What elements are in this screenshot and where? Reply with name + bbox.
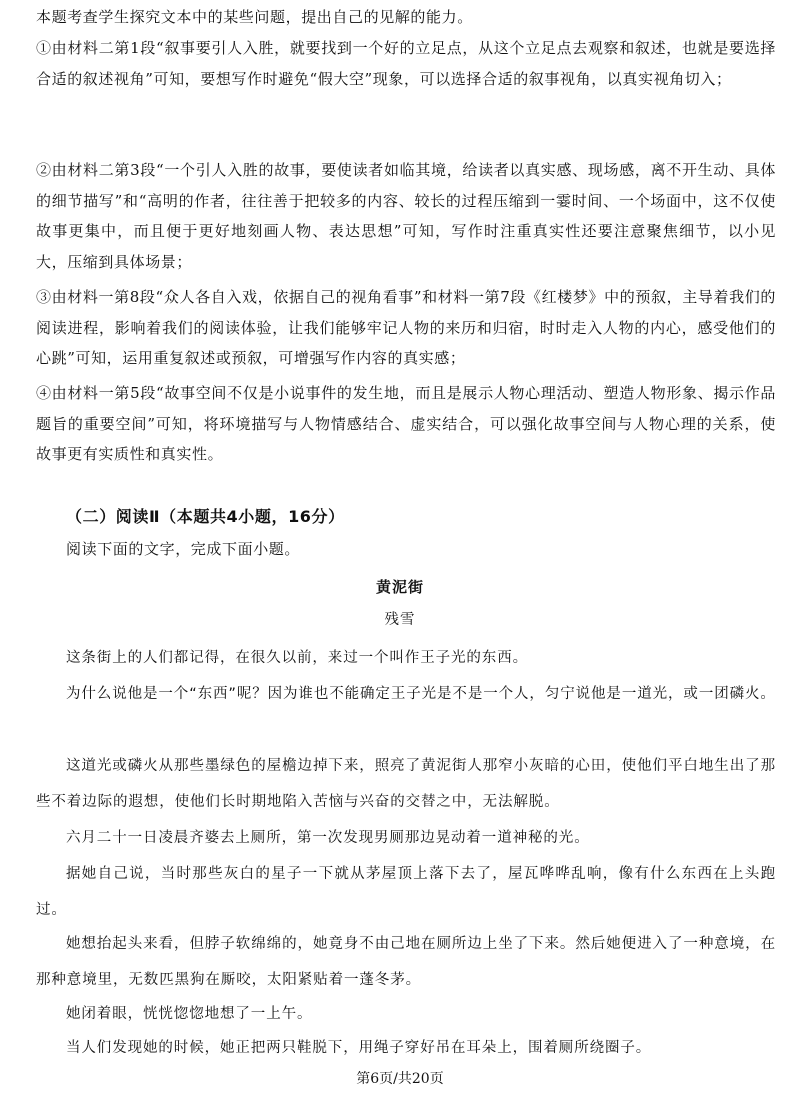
section-instruction: 阅读下面的文字，完成下面小题。: [66, 540, 301, 558]
story-paragraph: 这道光或磷火从那些墨绿色的屋檐边掉下来，照亮了黄泥街人那窄小灰暗的心田，使他们平白地生出了那些不着边际的遐想，使他们长时期地陷入苦恼与兴奋的交替之中，无法解脱。: [36, 758, 776, 810]
story-paragraph: 为什么说他是一个“东西”呢？因为谁也不能确定王子光是不是一个人，匀宁说他是一道光，或一团磷火。: [66, 686, 776, 702]
analysis-intro: 本题考查学生探究文本中的某些问题，提出自己的见解的能力。: [36, 8, 473, 26]
story-paragraph: 六月二十一日凌晨齐婆去上厕所，第一次发现男厕那边晃动着一道神秘的光。: [66, 830, 590, 846]
story-title: 黄泥街: [375, 578, 424, 596]
story-paragraph: 这条街上的人们都记得，在很久以前，来过一个叫作王子光的东西。: [66, 650, 528, 666]
story-paragraph: 她想抬起头来看，但脖子软绵绵的，她竟身不由己地在厕所边上坐了下来。然后她便进入了一种意境，在那种意境里，无数匹黑狗在厮咬，太阳紧贴着一蓬冬茅。: [36, 936, 776, 988]
story-paragraph: 她闭着眼，恍恍惚惚地想了一上午。: [66, 1006, 313, 1022]
analysis-point-1: ①由材料二第1段“叙事要引人入胜，就要找到一个好的立足点，从这个立足点去观察和叙述，也就是要选择合适的叙述视角”可知，要想写作时避免“假大空”现象，可以选择合适的叙事视角，以真实视角切入；: [36, 39, 776, 88]
analysis-point-4: ④由材料一第5段“故事空间不仅是小说事件的发生地，而且是展示人物心理活动、塑造人物形象、揭示作品题旨的重要空间”可知，将环境描写与人物情感结合、虚实结合，可以强化故事空间与人物心理的关系，使故事更有实质性和真实性。: [36, 384, 776, 463]
analysis-point-2: ②由材料二第3段“一个引人入胜的故事，要使读者如临其境，给读者以真实感、现场感，离不开生动、具体的细节描写”和“高明的作者，往往善于把较多的内容、较长的过程压缩到一霎时间、一个场面中，这不仅使故事更集中，而且便于更好地刻画人物、表达思想”可知，写作时注重真实性还要注意聚焦细节，以小见大，压缩到具体场景；: [36, 161, 776, 271]
page-number: 第6页/共20页: [356, 1071, 444, 1087]
story-author: 残雪: [384, 612, 416, 628]
analysis-point-3: ③由材料一第8段“众人各自入戏，依据自己的视角看事”和材料一第7段《红楼梦》中的预叙，主导着我们的阅读进程，影响着我们的阅读体验，让我们能够牢记人物的来历和归宿，时时走入人物的内心，感受他们的心跳”可知，运用重复叙述或预叙，可增强写作内容的真实感；: [36, 288, 776, 367]
section-heading: （二）阅读Ⅱ（本题共4小题，16分）: [66, 507, 345, 526]
story-paragraph: 据她自己说，当时那些灰白的星子一下就从茅屋顶上落下去了，屋瓦哗哗乱响，像有什么东西在上头跑过。: [36, 866, 776, 918]
story-paragraph: 当人们发现她的时候，她正把两只鞋脱下，用绳子穿好吊在耳朵上，围着厕所绕圈子。: [66, 1040, 652, 1056]
